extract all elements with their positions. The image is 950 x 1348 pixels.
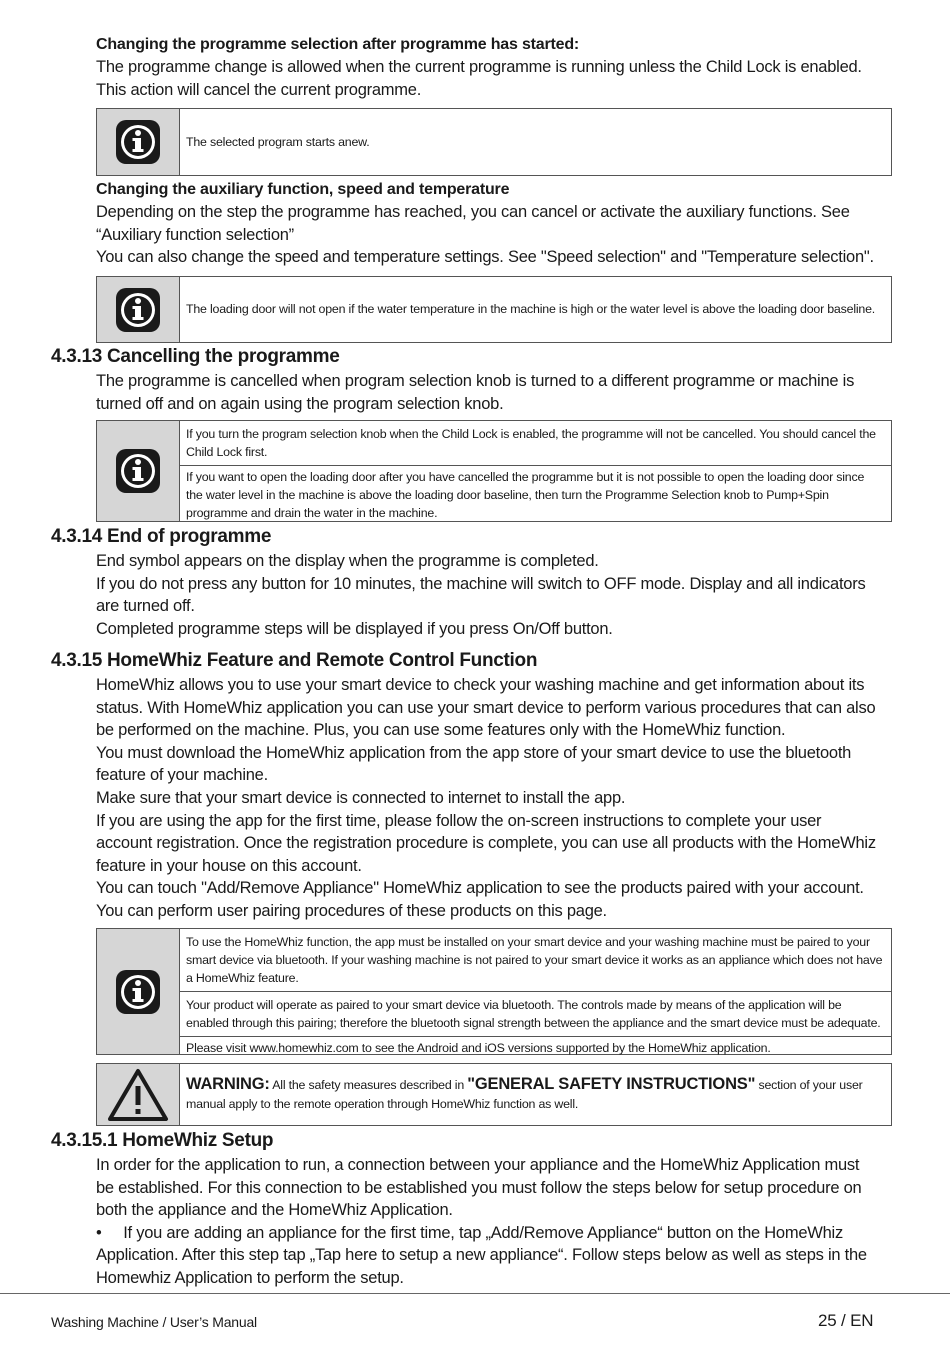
homewhiz-line: be performed on the machine. Plus, you can use some features only with the HomeWhiz function. xyxy=(96,721,786,740)
setup-line: both the appliance and the HomeWhiz Application. xyxy=(96,1201,453,1220)
section-heading-end: 4.3.14 End of programme xyxy=(51,526,272,547)
info-note xyxy=(96,420,892,522)
setup-block xyxy=(96,1154,867,1290)
info-icon-box xyxy=(97,277,180,342)
aux-change-line: Depending on the step the programme has reached, you can cancel or activate the auxiliary functions. See xyxy=(96,203,850,221)
section-heading-cancel: 4.3.13 Cancelling the programme xyxy=(51,346,340,367)
note-text: If you want to open the loading door after you have cancelled the programme but it is not possible to open the loading door since the water level in the machine is above the loading door baseline, then turn the Programme Selection knob to Pump+Spin programme and drain the water in the machine. xyxy=(186,470,865,521)
homewhiz-line: status. With HomeWhiz application you can use your smart device to perform various procedures that can also xyxy=(96,698,876,717)
info-icon xyxy=(114,286,162,334)
setup-line: In order for the application to run, a connection between your appliance and the HomeWhiz Application must xyxy=(96,1156,860,1174)
end-line: Completed programme steps will be displayed if you press On/Off button. xyxy=(96,619,613,638)
note-text: To use the HomeWhiz function, the app must be installed on your smart device and your washing machine must be paired to your smart device via bluetooth. If your washing machine is not paired to your smart device it works as an appliance which does not have a HomeWhiz feature. xyxy=(186,934,883,986)
end-line: End symbol appears on the display when the programme is completed. xyxy=(96,552,599,570)
info-icon xyxy=(114,968,162,1016)
note-text: The loading door will not open if the water temperature in the machine is high or the water level is above the loading door baseline. xyxy=(186,302,876,317)
warning-triangle-icon xyxy=(107,1068,169,1122)
setup-line: Application. After this step tap „Tap here to setup a new appliance“. Follow steps below as well as steps in the xyxy=(96,1246,867,1265)
homewhiz-line: If you are using the app for the first time, please follow the on-screen instructions to complete your user xyxy=(96,811,822,830)
note-text: The selected program starts anew. xyxy=(186,134,370,149)
warning-label: WARNING: xyxy=(186,1075,270,1093)
warning-icon-box xyxy=(97,1064,180,1125)
homewhiz-line: HomeWhiz allows you to use your smart device to check your washing machine and get information about its xyxy=(96,676,865,694)
prog-change-block xyxy=(96,34,862,101)
end-line: are turned off. xyxy=(96,597,195,616)
aux-change-line: You can also change the speed and temperature settings. See "Speed selection" and "Temperature selection". xyxy=(96,248,874,267)
cancel-line: The programme is cancelled when program selection knob is turned to a different programme or machine is xyxy=(96,372,855,390)
info-note xyxy=(96,928,892,1055)
warning-text: section of your user manual apply to the remote operation through HomeWhiz function as well. xyxy=(186,1078,863,1111)
homewhiz-block xyxy=(96,674,876,923)
homewhiz-line: You must download the HomeWhiz application from the app store of your smart device to use the bluetooth xyxy=(96,743,852,762)
aux-change-heading: Changing the auxiliary function, speed and temperature xyxy=(96,181,510,198)
info-icon xyxy=(114,447,162,495)
info-icon-box xyxy=(97,421,180,521)
homewhiz-line: You can touch "Add/Remove Appliance" HomeWhiz application to see the products paired with your account. xyxy=(96,879,864,898)
homewhiz-line: feature in your house on this account. xyxy=(96,856,362,875)
warning-text-wrap xyxy=(186,1075,883,1114)
homewhiz-line: account registration. Once the registration procedure is complete, you can use all products with the HomeWhiz xyxy=(96,834,876,853)
footer-divider xyxy=(0,1293,950,1294)
prog-change-heading: Changing the programme selection after programme has started: xyxy=(96,36,580,53)
info-icon xyxy=(114,118,162,166)
aux-change-block xyxy=(96,179,874,269)
note-text: Your product will operate as paired to your smart device via bluetooth. The controls made by means of the application will be enabled through this pairing; therefore the bluetooth signal strength between the appliance and the smart device must be adequate. xyxy=(186,997,881,1030)
section-heading-homewhiz: 4.3.15 HomeWhiz Feature and Remote Control Function xyxy=(51,650,538,671)
warning-emphasis: "GENERAL SAFETY INSTRUCTIONS" xyxy=(467,1075,756,1093)
setup-line: • If you are adding an appliance for the first time, tap „Add/Remove Appliance“ button on the HomeWhiz xyxy=(96,1223,843,1242)
info-note xyxy=(96,108,892,176)
page-number: 25 / EN xyxy=(818,1311,874,1330)
footer-title: Washing Machine / User’s Manual xyxy=(51,1314,257,1330)
warning-note xyxy=(96,1063,892,1126)
prog-change-line: The programme change is allowed when the current programme is running unless the Child Lock is enabled. xyxy=(96,58,862,76)
section-heading-setup: 4.3.15.1 HomeWhiz Setup xyxy=(51,1130,274,1151)
info-note xyxy=(96,276,892,343)
cancel-line: turned off and on again using the program selection knob. xyxy=(96,394,504,413)
end-line: If you do not press any button for 10 minutes, the machine will switch to OFF mode. Display and all indicators xyxy=(96,574,866,593)
setup-line: be established. For this connection to be established you must follow the steps below for setup procedure on xyxy=(96,1178,862,1197)
note-text: If you turn the program selection knob when the Child Lock is enabled, the programme will not be cancelled. You should cancel the Child Lock first. xyxy=(186,426,876,459)
homewhiz-line: feature of your machine. xyxy=(96,766,268,785)
cancel-block xyxy=(96,370,854,415)
info-icon-box xyxy=(97,109,180,175)
end-block xyxy=(96,550,865,640)
warning-text: All the safety measures described in xyxy=(269,1078,468,1092)
info-icon-box xyxy=(97,929,180,1054)
aux-change-line: “Auxiliary function selection” xyxy=(96,225,294,244)
homewhiz-line: You can perform user pairing procedures of these products on this page. xyxy=(96,901,607,920)
homewhiz-line: Make sure that your smart device is connected to internet to install the app. xyxy=(96,788,626,807)
note-text: Please visit www.homewhiz.com to see the Android and iOS versions supported by the HomeWhiz application. xyxy=(186,1041,771,1055)
setup-line: Homewhiz Application to perform the setup. xyxy=(96,1268,404,1287)
prog-change-line: This action will cancel the current programme. xyxy=(96,80,422,99)
